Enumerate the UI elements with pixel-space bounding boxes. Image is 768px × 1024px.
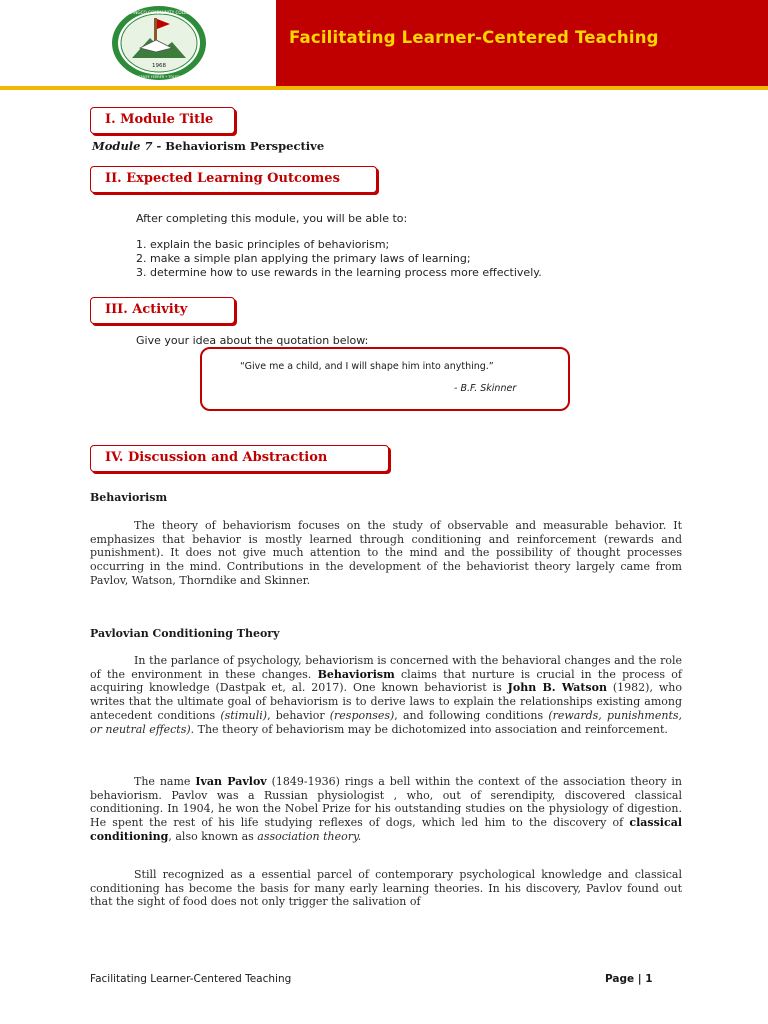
footer-title: Facilitating Learner-Centered Teaching: [90, 973, 292, 985]
page-header: [0, 0, 768, 86]
svg-text:SAN VICENTE FERRER • TOLEDO CI: SAN VICENTE FERRER • TOLEDO CITY: [127, 75, 191, 79]
outcome-item-3: 3. determine how to use rewards in the learning process more effectively.: [136, 266, 542, 279]
quote-author: - B.F. Skinner: [454, 383, 517, 394]
heading-behaviorism: Behaviorism: [90, 491, 168, 504]
module-name: Module 7 - Behaviorism Perspective: [92, 139, 325, 153]
svg-text:TOLANGCO COMMUNITY COLLEGE: TOLANGCO COMMUNITY COLLEGE: [123, 10, 195, 15]
outcomes-intro: After completing this module, you will be able to:: [136, 212, 408, 225]
header-title: Facilitating Learner-Centered Teaching: [289, 28, 659, 47]
paragraph-pavlov: The name Ivan Pavlov (1849-1936) rings a bell within the context of the association theory in behaviorism. Pavlov was a Russian physiologist , who, out of serendipity, discovered classical conditioning. In 1904, he won the Nobel Prize for his outstanding studies on the physiology of digestion. He spent the rest of his life studying reflexes of dogs, which led him to the discovery of classical conditioning, also known as association theory.: [90, 775, 682, 843]
college-seal-logo: [110, 4, 208, 82]
section-label: III. Activity: [105, 302, 188, 317]
section-module-title: [90, 107, 235, 134]
section-label: I. Module Title: [105, 112, 214, 127]
section-discussion: [90, 445, 389, 472]
header-accent-line: [0, 86, 768, 90]
section-label: IV. Discussion and Abstraction: [105, 450, 328, 465]
quote-text: “Give me a child, and I will shape him into anything.”: [240, 361, 494, 372]
page-number: Page | 1: [605, 973, 653, 985]
outcome-item-2: 2. make a simple plan applying the primary laws of learning;: [136, 252, 471, 265]
section-activity: [90, 297, 235, 324]
paragraph-behaviorism: The theory of behaviorism focuses on the study of observable and measurable behavior. It emphasizes that behavior is mostly learned through conditioning and reinforcement (rewards and punishment). It does not give much attention to the mind and the possibility of thought processes occurring in the mind. Contributions in the development of the behaviorist theory largely came from Pavlov, Watson, Thorndike and Skinner.: [90, 519, 682, 587]
outcome-item-1: 1. explain the basic principles of behaviorism;: [136, 238, 390, 251]
quote-box: [200, 347, 570, 411]
svg-text:1968: 1968: [152, 63, 166, 69]
paragraph-classical-conditioning: Still recognized as a essential parcel of contemporary psychological knowledge and classical conditioning has become the basis for many early learning theories. In his discovery, Pavlov found out that the sight of food does not only trigger the salivation of: [90, 868, 682, 909]
activity-prompt: Give your idea about the quotation below:: [136, 334, 369, 347]
section-outcomes: [90, 166, 377, 193]
heading-pavlovian: Pavlovian Conditioning Theory: [90, 627, 280, 640]
paragraph-pavlovian: In the parlance of psychology, behaviorism is concerned with the behavioral changes and the role of the environment in these changes. Behaviorism claims that nurture is crucial in the process of acquiring knowledge (Dastpak et, al. 2017). One known behaviorist is John B. Watson (1982), who writes that the ultimate goal of behaviorism is to derive laws to explain the relationships existing among antecedent conditions (stimuli), behavior (responses), and following conditions (rewards, punishments, or neutral effects). The theory of behaviorism may be dichotomized into association and reinforcement.: [90, 654, 683, 736]
section-label: II. Expected Learning Outcomes: [105, 171, 340, 186]
